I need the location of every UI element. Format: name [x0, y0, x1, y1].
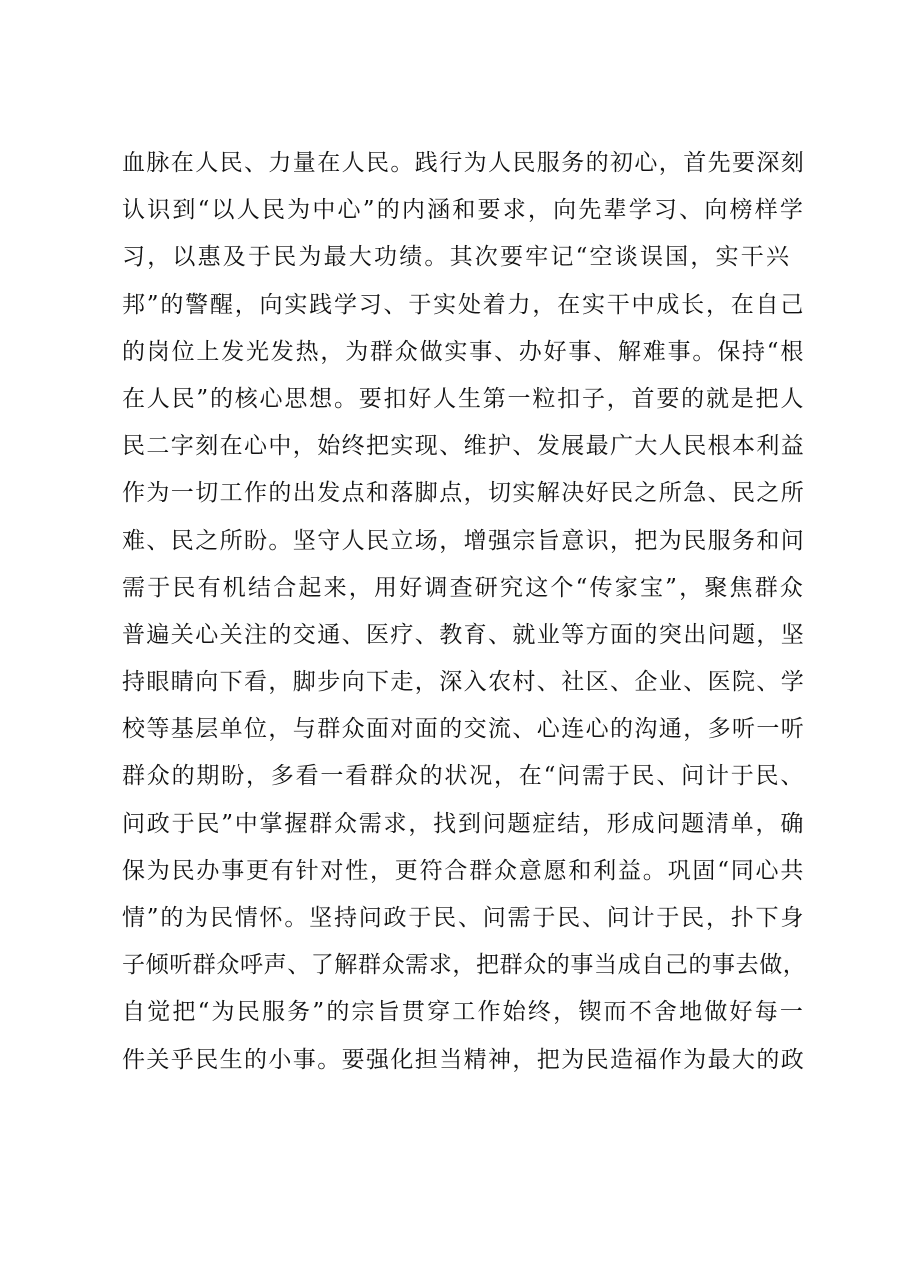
text-line: 在人民”的核心思想。要扣好人生第一粒扣子，首要的就是把人 — [122, 385, 806, 412]
body-text — [122, 140, 807, 1084]
text-line: 件关乎民生的小事。要强化担当精神，把为民造福作为最大的政 — [122, 1046, 806, 1073]
text-line: 自觉把“为民服务”的宗旨贯穿工作始终，锲而不舍地做好每一 — [122, 999, 806, 1026]
text-line: 习，以惠及于民为最大功绩。其次要牢记“空谈误国，实干兴 — [122, 244, 792, 271]
text-line: 需于民有机结合起来，用好调查研究这个“传家宝”，聚焦群众 — [122, 574, 806, 601]
text-line: 持眼睛向下看，脚步向下走，深入农村、社区、企业、医院、学 — [122, 669, 806, 696]
text-line: 难、民之所盼。坚守人民立场，增强宗旨意识，把为民服务和问 — [122, 527, 806, 554]
text-line: 保为民办事更有针对性，更符合群众意愿和利益。巩固“同心共 — [122, 857, 806, 884]
text-line: 民二字刻在心中，始终把实现、维护、发展最广大人民根本利益 — [122, 433, 806, 460]
text-line: 邦”的警醒，向实践学习、于实处着力，在实干中成长，在自己 — [122, 291, 806, 318]
text-line: 的岗位上发光发热，为群众做实事、办好事、解难事。保持“根 — [122, 338, 806, 365]
text-line: 校等基层单位，与群众面对面的交流、心连心的沟通，多听一听 — [122, 716, 806, 743]
text-line: 情”的为民情怀。坚持问政于民、问需于民、问计于民，扑下身 — [122, 905, 806, 931]
text-line: 子倾听群众呼声、了解群众需求，把群众的事当成自己的事去做， — [122, 952, 807, 979]
text-line: 血脉在人民、力量在人民。践行为人民服务的初心，首先要深刻 — [122, 150, 806, 176]
text-line: 认识到“以人民为中心”的内涵和要求，向先辈学习、向榜样学 — [122, 197, 806, 224]
text-line: 问政于民”中掌握群众需求，找到问题症结，形成问题清单，确 — [122, 810, 806, 837]
text-line: 作为一切工作的出发点和落脚点，切实解决好民之所急、民之所 — [122, 480, 806, 507]
text-line: 普遍关心关注的交通、医疗、教育、就业等方面的突出问题，坚 — [122, 621, 806, 648]
text-line: 群众的期盼，多看一看群众的状况，在“问需于民、问计于民、 — [122, 763, 806, 790]
